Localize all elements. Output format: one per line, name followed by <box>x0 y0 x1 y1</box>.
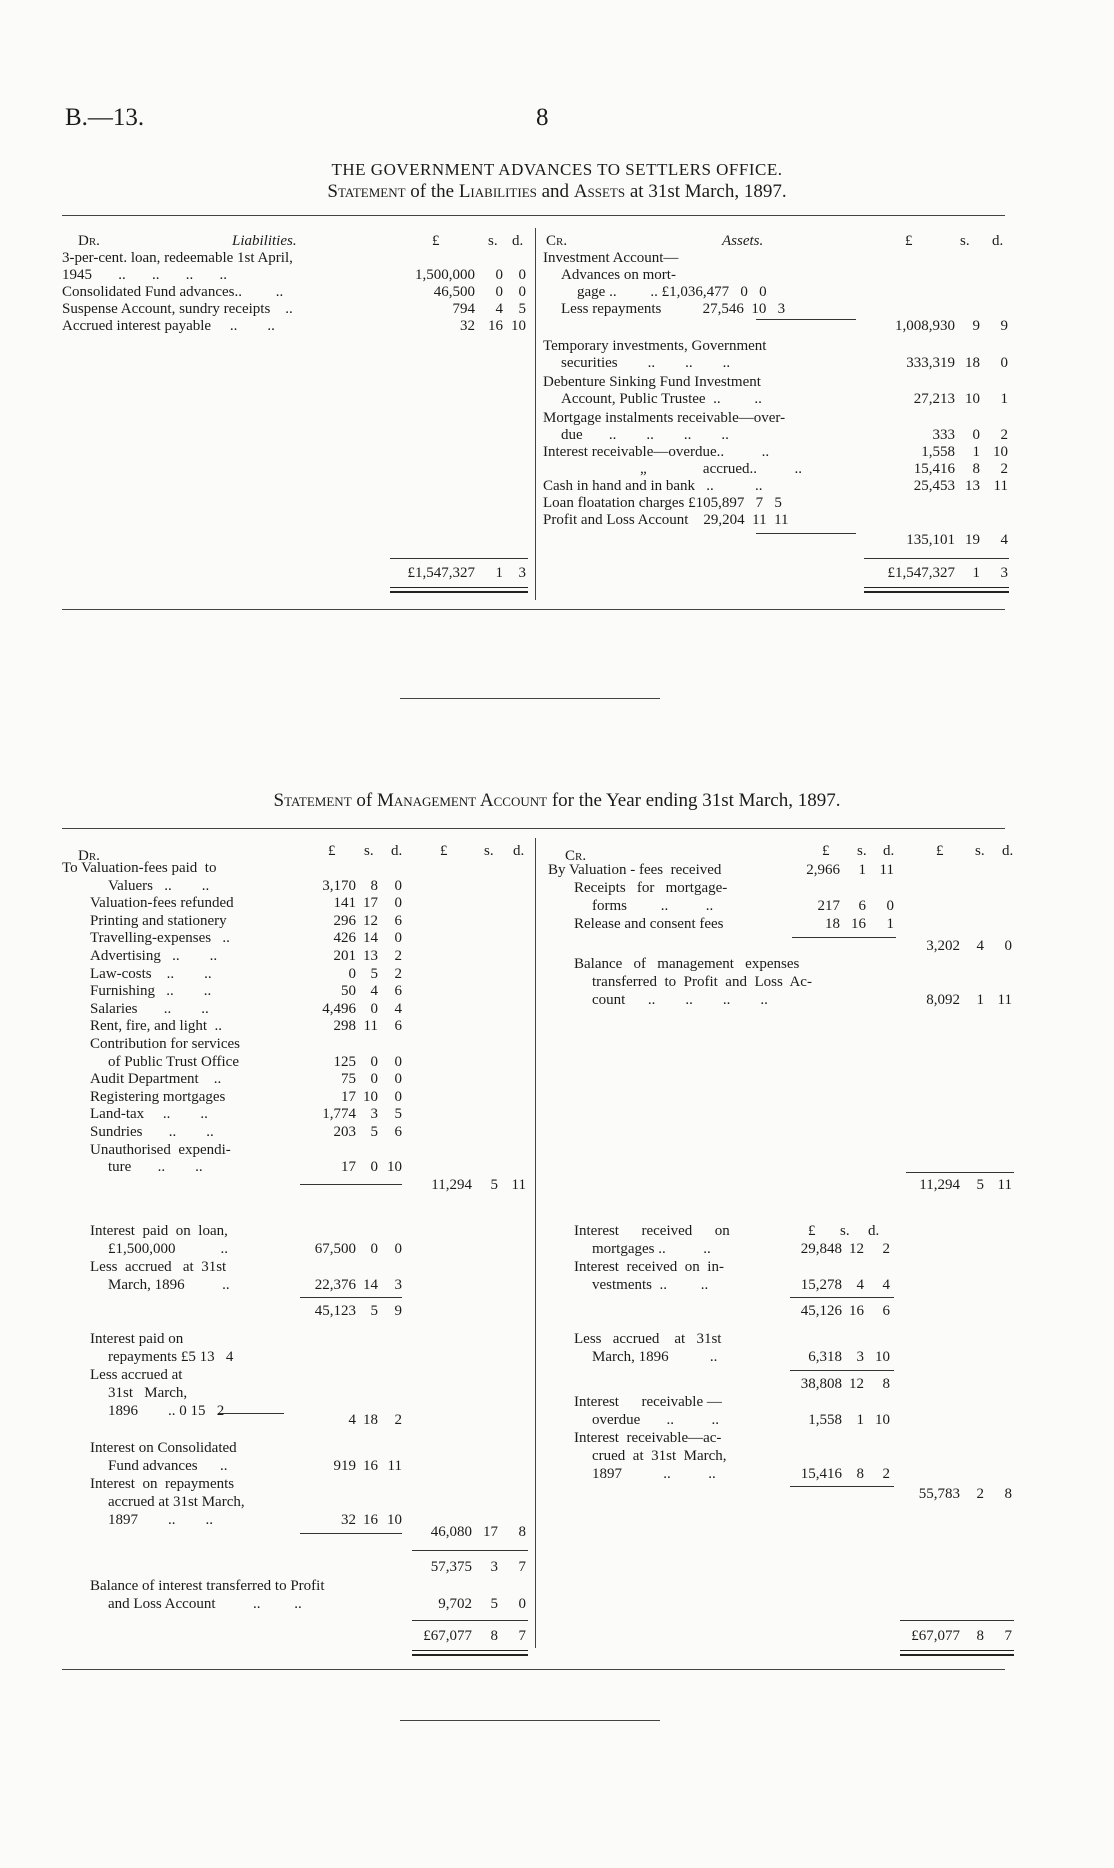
expense-pounds: 125 <box>333 1053 356 1070</box>
interest-income-label: Interest receivable — <box>574 1394 722 1410</box>
income-total-pounds: 3,202 <box>926 938 960 954</box>
dr-total-shillings: 8 <box>490 1628 498 1644</box>
liability-shillings: 4 <box>495 301 503 317</box>
interest-subtotal-shillings: 5 <box>370 1303 378 1319</box>
income-pence: 1 <box>886 916 894 932</box>
expense-pounds: 201 <box>333 948 356 964</box>
expense-shillings: 14 <box>363 930 378 947</box>
interest-income-label: Interest received on <box>574 1223 730 1239</box>
liabilities-heading: Liabilities. <box>232 233 297 249</box>
asset-total-double-rule <box>864 587 1009 593</box>
asset-label: gage .. .. £1,036,477 0 0 <box>577 284 767 300</box>
dr-total-pence: 7 <box>518 1628 526 1644</box>
expense-pounds: 296 <box>333 912 356 929</box>
interest-pounds: 67,500 <box>314 1241 356 1257</box>
expense-shillings: 8 <box>370 877 378 894</box>
liability-shillings: 0 <box>495 284 503 300</box>
expense-pounds: 141 <box>333 895 356 912</box>
interest-label: Interest paid on <box>90 1331 184 1347</box>
income-shillings: 1 <box>858 862 866 878</box>
management-title: Statement of Management Account for the Year ending 31st March, 1897. <box>273 790 841 811</box>
asset-total-shillings: 1 <box>972 565 980 581</box>
asset-sub-rule <box>756 319 856 320</box>
interest-income-pence: 10 <box>875 1349 890 1365</box>
liability-total-pounds: £1,547,327 <box>407 565 475 581</box>
expense-pence: 6 <box>394 912 402 929</box>
expense-shillings: 0 <box>370 1000 378 1017</box>
mgmt-cr-label: Cr. <box>565 848 587 864</box>
interest-income-pounds: 1,558 <box>808 1412 842 1428</box>
expense-shillings: 10 <box>363 1088 378 1105</box>
expense-pounds: 0 <box>348 965 356 982</box>
liability-label: 1945 .. .. .. .. <box>62 267 227 283</box>
interest-income-pence: 2 <box>882 1241 890 1257</box>
liability-shillings: 16 <box>488 318 503 334</box>
document-reference: B.—13. <box>65 104 145 131</box>
dr-total-rule <box>412 1620 528 1621</box>
asset-sub-rule <box>756 533 856 534</box>
expense-shillings: 17 <box>363 895 378 912</box>
asset-label: Temporary investments, Government <box>543 338 767 354</box>
interest-subtotal-pounds: 45,123 <box>314 1303 356 1319</box>
asset-label: Debenture Sinking Fund Investment <box>543 374 761 390</box>
asset-label: Advances on mort- <box>561 267 676 283</box>
interest-shillings: 0 <box>370 1241 378 1257</box>
col-shillings: s. <box>975 843 985 859</box>
expense-label: Law-costs .. .. <box>90 965 212 982</box>
expense-shillings: 0 <box>370 1159 378 1176</box>
income-pounds: 217 <box>817 898 840 914</box>
interest-label: Fund advances .. <box>108 1458 228 1474</box>
expense-label: Registering mortgages <box>90 1088 226 1105</box>
assets-heading: Assets. <box>722 233 764 249</box>
asset-shillings: 13 <box>965 478 980 494</box>
page-number: 8 <box>536 104 549 131</box>
expense-pounds: 298 <box>333 1018 356 1035</box>
mgmt-dr-label: Dr. <box>78 848 100 864</box>
interest-shillings: 16 <box>363 1512 378 1528</box>
interest-pence: 10 <box>387 1512 402 1528</box>
interest-income-label: March, 1896 .. <box>592 1349 718 1365</box>
expense-label: Furnishing .. .. <box>90 983 212 1000</box>
expense-pounds: 426 <box>333 930 356 947</box>
col-pence: d. <box>883 843 895 859</box>
expense-pounds: 1,774 <box>322 1106 356 1123</box>
liability-total-shillings: 1 <box>495 565 503 581</box>
income-pence: 11 <box>879 862 894 878</box>
interest-pence: 11 <box>387 1458 402 1474</box>
interest-income-shillings: 12 <box>849 1376 864 1392</box>
asset-label: Cash in hand and in bank .. .. <box>543 478 763 494</box>
expense-shillings: 11 <box>363 1018 378 1035</box>
income-shillings: 16 <box>851 916 866 932</box>
expense-label: To Valuation-fees paid to <box>62 860 217 876</box>
asset-pence: 0 <box>1000 355 1008 371</box>
interest-shillings: 16 <box>363 1458 378 1474</box>
expense-pence: 10 <box>387 1159 402 1176</box>
liability-pounds: 1,500,000 <box>415 267 475 283</box>
col-pence: d. <box>513 843 525 859</box>
asset-label: Investment Account— <box>543 250 679 266</box>
dr-total-double-rule <box>412 1650 528 1656</box>
cr-total-pence: 7 <box>1004 1628 1012 1644</box>
col-pounds: £ <box>822 843 830 859</box>
balance-label: Balance of interest transferred to Profit <box>90 1578 325 1594</box>
asset-pounds: 1,558 <box>921 444 955 460</box>
asset-pence: 9 <box>1000 318 1008 334</box>
expense-sum-rule <box>300 1184 402 1185</box>
col-shillings: s. <box>840 1223 850 1239</box>
interest-income-rule <box>790 1297 894 1298</box>
asset-shillings: 10 <box>965 391 980 407</box>
interest-income-pounds: 6,318 <box>808 1349 842 1365</box>
interest-shillings: 14 <box>363 1277 378 1293</box>
balance-subtitle: Statement of the Liabilities and Assets at 31st March, 1897. <box>327 181 787 202</box>
expense-subtotal-pounds: 11,294 <box>431 1177 472 1193</box>
transfer-label: count .. .. .. .. <box>592 992 768 1008</box>
interest-pence: 0 <box>394 1241 402 1257</box>
interest-subtotal-pence: 9 <box>394 1303 402 1319</box>
interest-income-rule <box>790 1370 894 1371</box>
balance-pounds: 9,702 <box>438 1596 472 1612</box>
asset-total-pounds: £1,547,327 <box>887 565 955 581</box>
asset-shillings: 8 <box>972 461 980 477</box>
expense-label: Travelling-expenses .. <box>90 930 230 947</box>
liability-pounds: 794 <box>452 301 475 317</box>
asset-pounds: 333 <box>932 427 955 443</box>
dr-subtotal-pounds: 57,375 <box>430 1559 472 1575</box>
dr-total-pounds: £67,077 <box>423 1628 472 1644</box>
cr-subtotal-pounds: 11,294 <box>919 1177 960 1193</box>
asset-label: due .. .. .. .. <box>561 427 729 443</box>
interest-income-label: 1897 .. .. <box>592 1466 716 1482</box>
interest-label: repayments £5 13 4 <box>108 1349 234 1365</box>
interest-income-shillings: 3 <box>856 1349 864 1365</box>
expense-label: Valuers .. .. <box>108 877 210 894</box>
expense-shillings: 0 <box>370 1053 378 1070</box>
col-pounds: £ <box>905 233 913 249</box>
asset-pence: 10 <box>993 444 1008 460</box>
expense-pounds: 3,170 <box>322 877 356 894</box>
interest-income-pounds: 38,808 <box>800 1376 842 1392</box>
interest-label: Less accrued at <box>90 1367 183 1383</box>
interest-income-pounds: 15,416 <box>800 1466 842 1482</box>
asset-pence: 4 <box>1000 532 1008 548</box>
income-sum-rule <box>792 937 896 938</box>
expense-label: Rent, fire, and light .. <box>90 1018 223 1035</box>
interest-label: Less accrued at 31st <box>90 1259 227 1275</box>
asset-sum-rule <box>864 558 1009 559</box>
income-pounds: 18 <box>825 916 840 932</box>
interest-income-pence: 8 <box>882 1376 890 1392</box>
interest-label: 1897 .. .. <box>108 1512 213 1528</box>
income-label: By Valuation - fees received <box>548 862 722 878</box>
asset-shillings: 18 <box>965 355 980 371</box>
asset-pounds: 135,101 <box>906 532 955 548</box>
interest-income-pence: 10 <box>875 1412 890 1428</box>
col-shillings: s. <box>484 843 494 859</box>
expense-pence: 0 <box>394 895 402 912</box>
asset-label: Profit and Loss Account 29,204 11 11 <box>543 512 789 528</box>
liability-sum-rule <box>390 558 528 559</box>
interest-income-rule <box>790 1486 894 1487</box>
interest-income-pounds: 45,126 <box>800 1303 842 1319</box>
col-shillings: s. <box>364 843 374 859</box>
interest-income-shillings: 1 <box>856 1412 864 1428</box>
asset-pounds: 15,416 <box>913 461 955 477</box>
asset-label: „ accrued.. .. <box>640 461 803 477</box>
asset-shillings: 1 <box>972 444 980 460</box>
liability-pence: 0 <box>518 267 526 283</box>
mgmt-center-divider <box>535 838 536 1648</box>
transfer-label: Balance of management expenses <box>574 956 800 972</box>
interest-label: Interest on repayments <box>90 1476 235 1492</box>
repayment-rule <box>218 1413 284 1414</box>
interest-total-pence: 8 <box>518 1524 526 1540</box>
col-shillings: s. <box>960 233 970 249</box>
dr-subtotal-pence: 7 <box>518 1559 526 1575</box>
col-shillings: s. <box>857 843 867 859</box>
col-shillings: s. <box>488 233 498 249</box>
interest-income-pence: 6 <box>882 1303 890 1319</box>
interest-label: £1,500,000 .. <box>108 1241 228 1257</box>
repayment-pounds: 4 <box>348 1412 356 1428</box>
cr-subtotal-pence: 11 <box>997 1177 1012 1193</box>
income-label: forms .. .. <box>592 898 714 914</box>
expense-pence: 5 <box>394 1106 402 1123</box>
cr-total-pounds: £67,077 <box>911 1628 960 1644</box>
asset-shillings: 0 <box>972 427 980 443</box>
expense-pounds: 203 <box>333 1124 356 1140</box>
interest-label: March, 1896 .. <box>108 1277 230 1293</box>
expense-label: Printing and stationery <box>90 912 227 929</box>
interest-label: Interest paid on loan, <box>90 1223 228 1239</box>
expense-label: Valuation-fees refunded <box>90 895 234 912</box>
transfer-shillings: 1 <box>976 992 984 1008</box>
interest-income-shillings: 12 <box>849 1241 864 1257</box>
asset-shillings: 9 <box>972 318 980 334</box>
cr-sum-rule <box>906 1172 1014 1173</box>
expense-subtotal-shillings: 5 <box>490 1177 498 1193</box>
interest-income-total-shillings: 2 <box>976 1486 984 1502</box>
expense-pence: 6 <box>394 983 402 1000</box>
col-pence: d. <box>512 233 524 249</box>
col-pounds: £ <box>808 1223 816 1239</box>
expense-pence: 2 <box>394 948 402 964</box>
col-pence: d. <box>1002 843 1014 859</box>
asset-pence: 2 <box>1000 427 1008 443</box>
expense-shillings: 5 <box>370 965 378 982</box>
expense-label: of Public Trust Office <box>108 1053 239 1070</box>
col-pounds: £ <box>936 843 944 859</box>
expense-pence: 6 <box>394 1018 402 1035</box>
dr-label: Dr. <box>78 233 100 249</box>
interest-total-shillings: 17 <box>483 1524 498 1540</box>
interest-end-rule <box>300 1533 402 1534</box>
dr-subtotal-shillings: 3 <box>490 1559 498 1575</box>
expense-pence: 4 <box>394 1000 402 1017</box>
expense-shillings: 13 <box>363 948 378 964</box>
table-top-rule <box>62 215 1005 216</box>
expense-label: ture .. .. <box>108 1159 203 1176</box>
liability-pounds: 32 <box>460 318 475 334</box>
expense-pounds: 17 <box>341 1088 356 1105</box>
expense-pence: 6 <box>394 1124 402 1140</box>
expense-pence: 0 <box>394 1088 402 1105</box>
interest-income-pounds: 29,848 <box>800 1241 842 1257</box>
expense-pounds: 75 <box>341 1071 356 1088</box>
asset-shillings: 19 <box>965 532 980 548</box>
interest-total-pounds: 46,080 <box>430 1524 472 1540</box>
expense-subtotal-pence: 11 <box>511 1177 526 1193</box>
interest-income-total-pounds: 55,783 <box>918 1486 960 1502</box>
liability-label: Suspense Account, sundry receipts .. <box>62 301 293 317</box>
income-shillings: 6 <box>858 898 866 914</box>
cr-total-double-rule <box>900 1650 1014 1656</box>
interest-income-pounds: 15,278 <box>800 1277 842 1293</box>
expense-label: Salaries .. .. <box>90 1000 209 1017</box>
transfer-pounds: 8,092 <box>926 992 960 1008</box>
liability-shillings: 0 <box>495 267 503 283</box>
asset-pence: 2 <box>1000 461 1008 477</box>
expense-label: Advertising .. .. <box>90 948 218 964</box>
balance-label: and Loss Account .. .. <box>108 1596 302 1612</box>
interest-label: 1896 .. 0 15 2 <box>108 1403 225 1419</box>
end-separator <box>400 1720 660 1721</box>
expense-pence: 0 <box>394 877 402 894</box>
office-title: THE GOVERNMENT ADVANCES TO SETTLERS OFFICE. <box>331 160 783 179</box>
asset-total-pence: 3 <box>1000 565 1008 581</box>
income-pence: 0 <box>886 898 894 914</box>
income-pounds: 2,966 <box>806 862 840 878</box>
liability-pounds: 46,500 <box>433 284 475 300</box>
transfer-pence: 11 <box>997 992 1012 1008</box>
section-separator <box>400 698 660 699</box>
asset-pounds: 333,319 <box>906 355 955 371</box>
income-label: Receipts for mortgage- <box>574 880 728 896</box>
asset-pence: 1 <box>1000 391 1008 407</box>
cr-total-shillings: 8 <box>976 1628 984 1644</box>
col-pence: d. <box>391 843 403 859</box>
cr-subtotal-shillings: 5 <box>976 1177 984 1193</box>
asset-pence: 11 <box>993 478 1008 494</box>
expense-pounds: 4,496 <box>322 1000 356 1017</box>
expense-pounds: 17 <box>341 1159 356 1176</box>
interest-label: 31st March, <box>108 1385 188 1401</box>
expense-label: Unauthorised expendi- <box>90 1141 231 1158</box>
interest-income-label: mortgages .. .. <box>592 1241 711 1257</box>
center-divider <box>535 228 536 600</box>
interest-income-total-pence: 8 <box>1004 1486 1012 1502</box>
expense-pence: 2 <box>394 965 402 982</box>
table-bottom-rule <box>62 609 1005 610</box>
transfer-label: transferred to Profit and Loss Ac- <box>592 974 812 990</box>
asset-pounds: 1,008,930 <box>895 318 955 334</box>
asset-pounds: 25,453 <box>913 478 955 494</box>
asset-label: Mortgage instalments receivable—over- <box>543 410 786 426</box>
expense-pence: 0 <box>394 930 402 947</box>
col-pence: d. <box>992 233 1004 249</box>
balance-pence: 0 <box>518 1596 526 1612</box>
repayment-pence: 2 <box>394 1412 402 1428</box>
interest-income-label: Less accrued at 31st <box>574 1331 722 1347</box>
mgmt-bottom-rule <box>62 1669 1005 1670</box>
asset-pounds: 27,213 <box>913 391 955 407</box>
liability-label: 3-per-cent. loan, redeemable 1st April, <box>62 250 293 266</box>
interest-pounds: 919 <box>333 1458 356 1474</box>
interest-income-pence: 2 <box>882 1466 890 1482</box>
interest-income-label: vestments .. .. <box>592 1277 709 1293</box>
cr-label: Cr. <box>546 233 568 249</box>
liability-pence: 0 <box>518 284 526 300</box>
asset-label: Loan floatation charges £105,897 7 5 <box>543 495 782 511</box>
liability-pence: 10 <box>511 318 526 334</box>
interest-income-shillings: 16 <box>849 1303 864 1319</box>
interest-income-shillings: 4 <box>856 1277 864 1293</box>
interest-income-shillings: 8 <box>856 1466 864 1482</box>
liability-total-pence: 3 <box>518 565 526 581</box>
interest-label: Interest on Consolidated <box>90 1440 237 1456</box>
expense-shillings: 0 <box>370 1071 378 1088</box>
asset-label: securities .. .. .. <box>561 355 731 371</box>
expense-pounds: 50 <box>341 983 356 1000</box>
expense-pence: 0 <box>394 1053 402 1070</box>
col-pence: d. <box>868 1223 880 1239</box>
asset-label: Interest receivable—overdue.. .. <box>543 444 770 460</box>
col-pounds: £ <box>328 843 336 859</box>
liability-label: Consolidated Fund advances.. .. <box>62 284 284 300</box>
expense-shillings: 5 <box>370 1124 378 1140</box>
interest-label: accrued at 31st March, <box>108 1494 245 1510</box>
mgmt-top-rule <box>62 828 1005 829</box>
interest-income-label: crued at 31st March, <box>592 1448 727 1464</box>
col-pounds: £ <box>432 233 440 249</box>
expense-shillings: 3 <box>370 1106 378 1123</box>
interest-pounds: 32 <box>341 1512 356 1528</box>
interest-pence: 3 <box>394 1277 402 1293</box>
dr-sum-rule <box>412 1550 528 1551</box>
interest-income-label: overdue .. .. <box>592 1412 720 1428</box>
expense-shillings: 12 <box>363 912 378 929</box>
liability-label: Accrued interest payable .. .. <box>62 318 275 334</box>
income-total-shillings: 4 <box>976 938 984 954</box>
interest-sum-rule <box>300 1297 402 1298</box>
interest-income-label: Interest receivable—ac- <box>574 1430 722 1446</box>
cr-total-rule <box>900 1620 1014 1621</box>
repayment-shillings: 18 <box>363 1412 378 1428</box>
interest-income-pence: 4 <box>882 1277 890 1293</box>
liability-total-double-rule <box>390 587 528 593</box>
col-pounds: £ <box>440 843 448 859</box>
expense-label: Land-tax .. .. <box>90 1106 208 1123</box>
expense-label: Sundries .. .. <box>90 1124 214 1140</box>
asset-label: Less repayments 27,546 10 3 <box>561 301 786 317</box>
liability-pence: 5 <box>518 301 526 317</box>
income-label: Release and consent fees <box>574 916 724 932</box>
interest-income-label: Interest received on in- <box>574 1259 724 1275</box>
expense-label: Audit Department .. <box>90 1071 222 1088</box>
expense-label: Contribution for services <box>90 1036 240 1052</box>
expense-shillings: 4 <box>370 983 378 1000</box>
income-total-pence: 0 <box>1004 938 1012 954</box>
asset-label: Account, Public Trustee .. .. <box>561 391 762 407</box>
interest-pounds: 22,376 <box>314 1277 356 1293</box>
balance-shillings: 5 <box>490 1596 498 1612</box>
expense-pence: 0 <box>394 1071 402 1088</box>
